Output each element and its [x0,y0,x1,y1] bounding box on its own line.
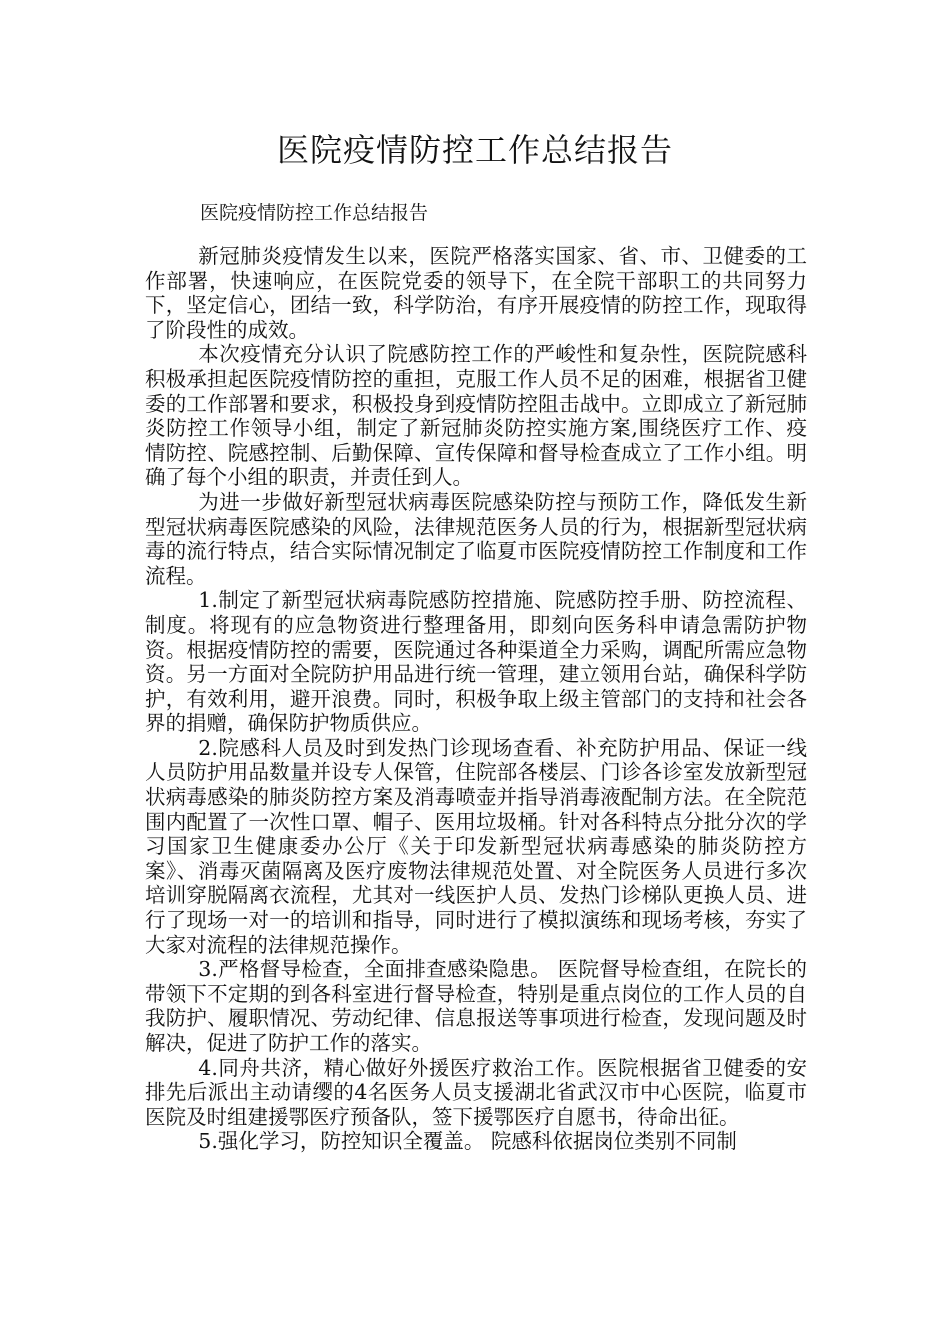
paragraph-item-4: 4.同舟共济，精心做好外援医疗救治工作。医院根据省卫健委的安排先后派出主动请缨的4名医务人员支援湖北省武汉市中心医院，临夏市医院及时组建援鄂医疗预备队，签下援鄂医疗自愿书，待命出征。 [145,1055,807,1129]
paragraph-item-1: 1.制定了新型冠状病毒院感防控措施、院感防控手册、防控流程、制度。将现有的应急物资进行整理备用，即刻向医务科申请急需防护物资。根据疫情防控的需要，医院通过各种渠道全力采购，调配所需应急物资。另一方面对全院防护用品进行统一管理，建立领用台站，确保科学防护，有效利用，避开浪费。同时，积极争取上级主管部门的支持和社会各界的捐赠，确保防护物质供应。 [145,588,807,736]
paragraph-item-2: 2.院感科人员及时到发热门诊现场查看、补充防护用品、保证一线人员防护用品数量并设专人保管，住院部各楼层、门诊各诊室发放新型冠状病毒感染的肺炎防控方案及消毒喷壶并指导消毒液配制方法。在全院范围内配置了一次性口罩、帽子、医用垃圾桶。针对各科特点分批分次的学习国家卫生健康委办公厅《关于印发新型冠状病毒感染的肺炎防控方案》、消毒灭菌隔离及医疗废物法律规范处置、对全院医务人员进行多次培训穿脱隔离衣流程，尤其对一线医护人员、发热门诊梯队更换人员、进行了现场一对一的培训和指导，同时进行了模拟演练和现场考核，夯实了大家对流程的法律规范操作。 [145,735,807,957]
paragraph-prevention: 为进一步做好新型冠状病毒医院感染防控与预防工作，降低发生新型冠状病毒医院感染的风险，法律规范医务人员的行为，根据新型冠状病毒的流行特点，结合实际情况制定了临夏市医院疫情防控工作制度和工作流程。 [145,489,807,588]
paragraph-organization: 本次疫情充分认识了院感防控工作的严峻性和复杂性，医院院感科积极承担起医院疫情防控的重担，克服工作人员不足的困难，根据省卫健委的工作部署和要求，积极投身到疫情防控阻击战中。立即成立了新冠肺炎防控工作领导小组，制定了新冠肺炎防控实施方案,围绕医疗工作、疫情防控、院感控制、后勤保障、宣传保障和督导检查成立了工作小组。明确了每个小组的职责，并责任到人。 [145,342,807,490]
paragraph-intro: 新冠肺炎疫情发生以来，医院严格落实国家、省、市、卫健委的工作部署，快速响应，在医院党委的领导下，在全院干部职工的共同努力下，坚定信心，团结一致，科学防治，有序开展疫情的防控工作，现取得了阶段性的成效。 [145,244,807,342]
document-body [145,244,807,1154]
paragraph-item-3: 3.严格督导检查，全面排查感染隐患。 医院督导检查组，在院长的带领下不定期的到各科室进行督导检查，特别是重点岗位的工作人员的自我防护、履职情况、劳动纪律、信息报送等事项进行检查，发现问题及时解决，促进了防护工作的落实。 [145,957,807,1055]
document-subtitle: 医院疫情防控工作总结报告 [200,202,429,224]
document-title: 医院疫情防控工作总结报告 [276,131,673,169]
paragraph-item-5: 5.强化学习，防控知识全覆盖。 院感科依据岗位类别不同制 [198,1129,737,1154]
